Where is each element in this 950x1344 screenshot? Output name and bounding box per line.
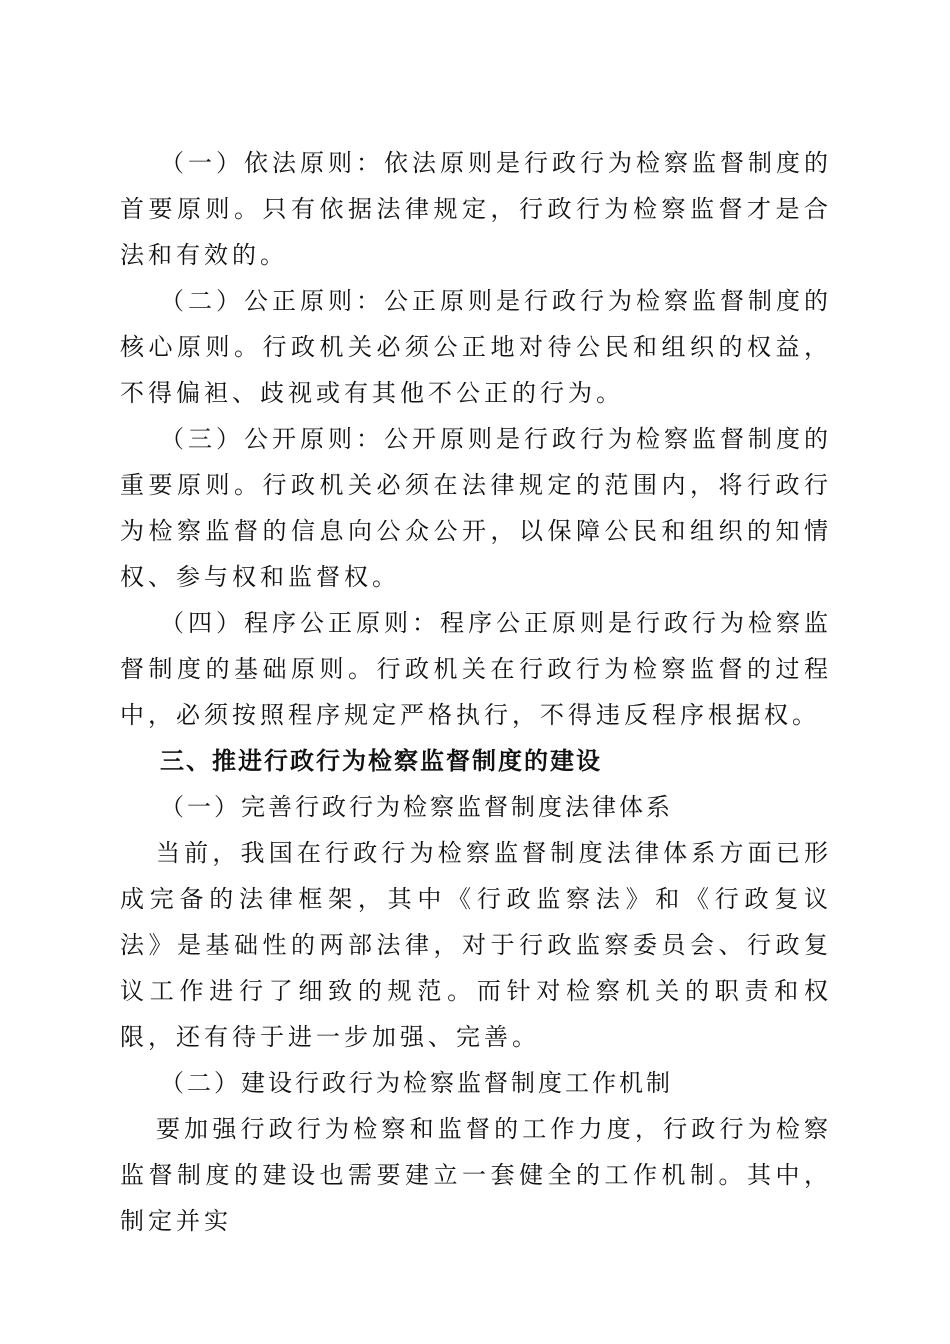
document-body [120, 140, 832, 1244]
principle-paragraph-4: （四）程序公正原则：程序公正原则是行政行为检察监督制度的基础原则。行政机关在行政行为检察监督的过程中，必须按照程序规定严格执行，不得违反程序根据权。 [120, 609, 832, 729]
section-3-subheading-1: （一）完善行政行为检察监督制度法律体系 [160, 793, 673, 821]
principle-paragraph-2: （二）公正原则：公正原则是行政行为检察监督制度的核心原则。行政机关必须公正地对待公民和组织的权益，不得偏袒、歧视或有其他不公正的行为。 [120, 287, 832, 407]
section-3-paragraph-1: 当前，我国在行政行为检察监督制度法律体系方面已形成完备的法律框架，其中《行政监察法》和《行政复议法》是基础性的两部法律，对于行政监察委员会、行政复议工作进行了细致的规范。而针对检察机关的职责和权限，还有待于进一步加强、完善。 [120, 839, 832, 1051]
section-3-heading: 三、推进行政行为检察监督制度的建设 [160, 747, 602, 775]
principle-paragraph-1: （一）依法原则：依法原则是行政行为检察监督制度的首要原则。只有依据法律规定，行政行为检察监督才是合法和有效的。 [120, 149, 832, 269]
section-3-subheading-2: （二）建设行政行为检察监督制度工作机制 [160, 1069, 673, 1097]
section-3-paragraph-2: 要加强行政行为检察和监督的工作力度，行政行为检察监督制度的建设也需要建立一套健全的工作机制。其中，制定并实 [120, 1115, 832, 1235]
principle-paragraph-3: （三）公开原则：公开原则是行政行为检察监督制度的重要原则。行政机关必须在法律规定的范围内，将行政行为检察监督的信息向公众公开，以保障公民和组织的知情权、参与权和监督权。 [120, 425, 832, 591]
